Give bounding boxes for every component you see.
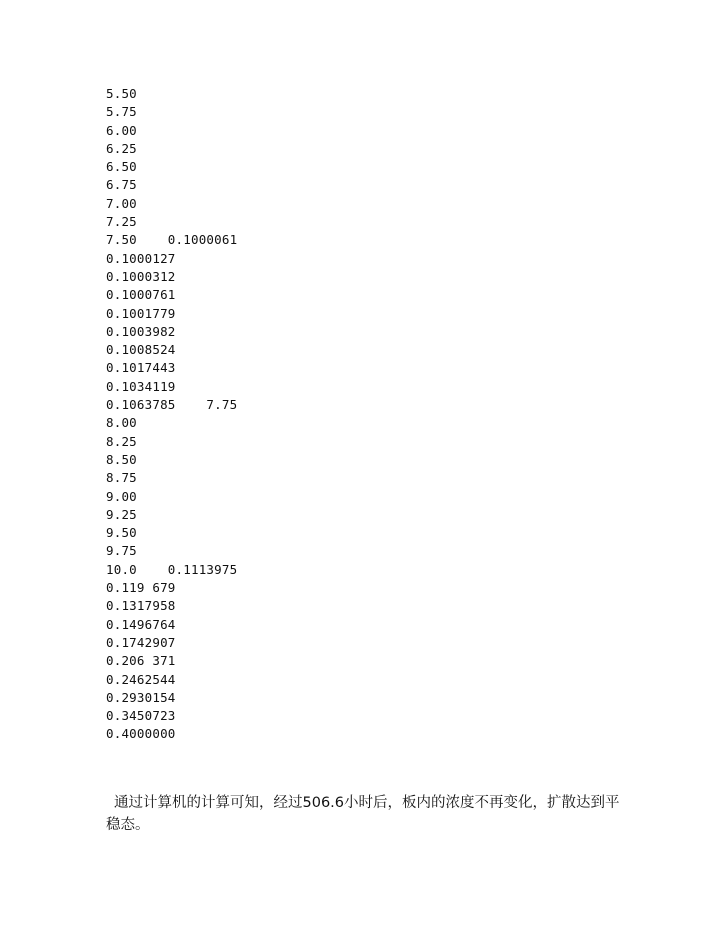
data-line: 5.50 <box>106 86 137 101</box>
data-line: 7.25 <box>106 214 137 230</box>
data-lines <box>106 85 237 744</box>
data-line: 0.1742907 <box>106 634 176 650</box>
data-line: 0.1000127 <box>106 250 176 266</box>
conclusion-paragraph: 通过计算机的计算可知，经过506.6小时后，板内的浓度不再变化，扩散达到平稳态。 <box>106 794 620 833</box>
data-line: 0.1003982 <box>106 323 176 339</box>
data-line: 8.50 <box>106 451 137 467</box>
data-line: 0.1000761 <box>106 287 176 303</box>
data-line: 9.75 <box>106 543 137 559</box>
data-line: 0.1008524 <box>106 342 176 358</box>
data-line: 9.25 <box>106 506 137 522</box>
data-line: 6.25 <box>106 140 137 156</box>
data-line: 5.75 <box>106 104 137 120</box>
data-line: 8.75 <box>106 470 137 486</box>
data-line: 0.2930154 <box>106 689 176 705</box>
data-line: 0.2462544 <box>106 671 176 687</box>
data-line: 0.3450723 <box>106 708 176 724</box>
data-line: 0.1001779 <box>106 305 176 321</box>
data-line: 9.00 <box>106 488 137 504</box>
data-line: 0.206 371 <box>106 653 176 669</box>
data-line: 8.25 <box>106 433 137 449</box>
data-line: 0.1317958 <box>106 598 176 614</box>
data-line: 7.50 0.1000061 <box>106 232 238 248</box>
data-line: 0.1017443 <box>106 360 176 376</box>
data-line: 6.75 <box>106 177 137 193</box>
data-line: 6.50 <box>106 159 137 175</box>
data-line: 0.1034119 <box>106 378 176 394</box>
data-line: 0.119 679 <box>106 580 176 596</box>
data-line: 6.00 <box>106 122 137 138</box>
data-line: 0.1496764 <box>106 616 176 632</box>
data-line: 0.1063785 7.75 <box>106 397 238 413</box>
data-line: 7.00 <box>106 195 137 211</box>
data-line: 0.1000312 <box>106 268 176 284</box>
data-line: 0.4000000 <box>106 726 176 742</box>
data-line: 9.50 <box>106 525 137 541</box>
data-line: 10.0 0.1113975 <box>106 561 238 577</box>
data-line: 8.00 <box>106 415 137 431</box>
